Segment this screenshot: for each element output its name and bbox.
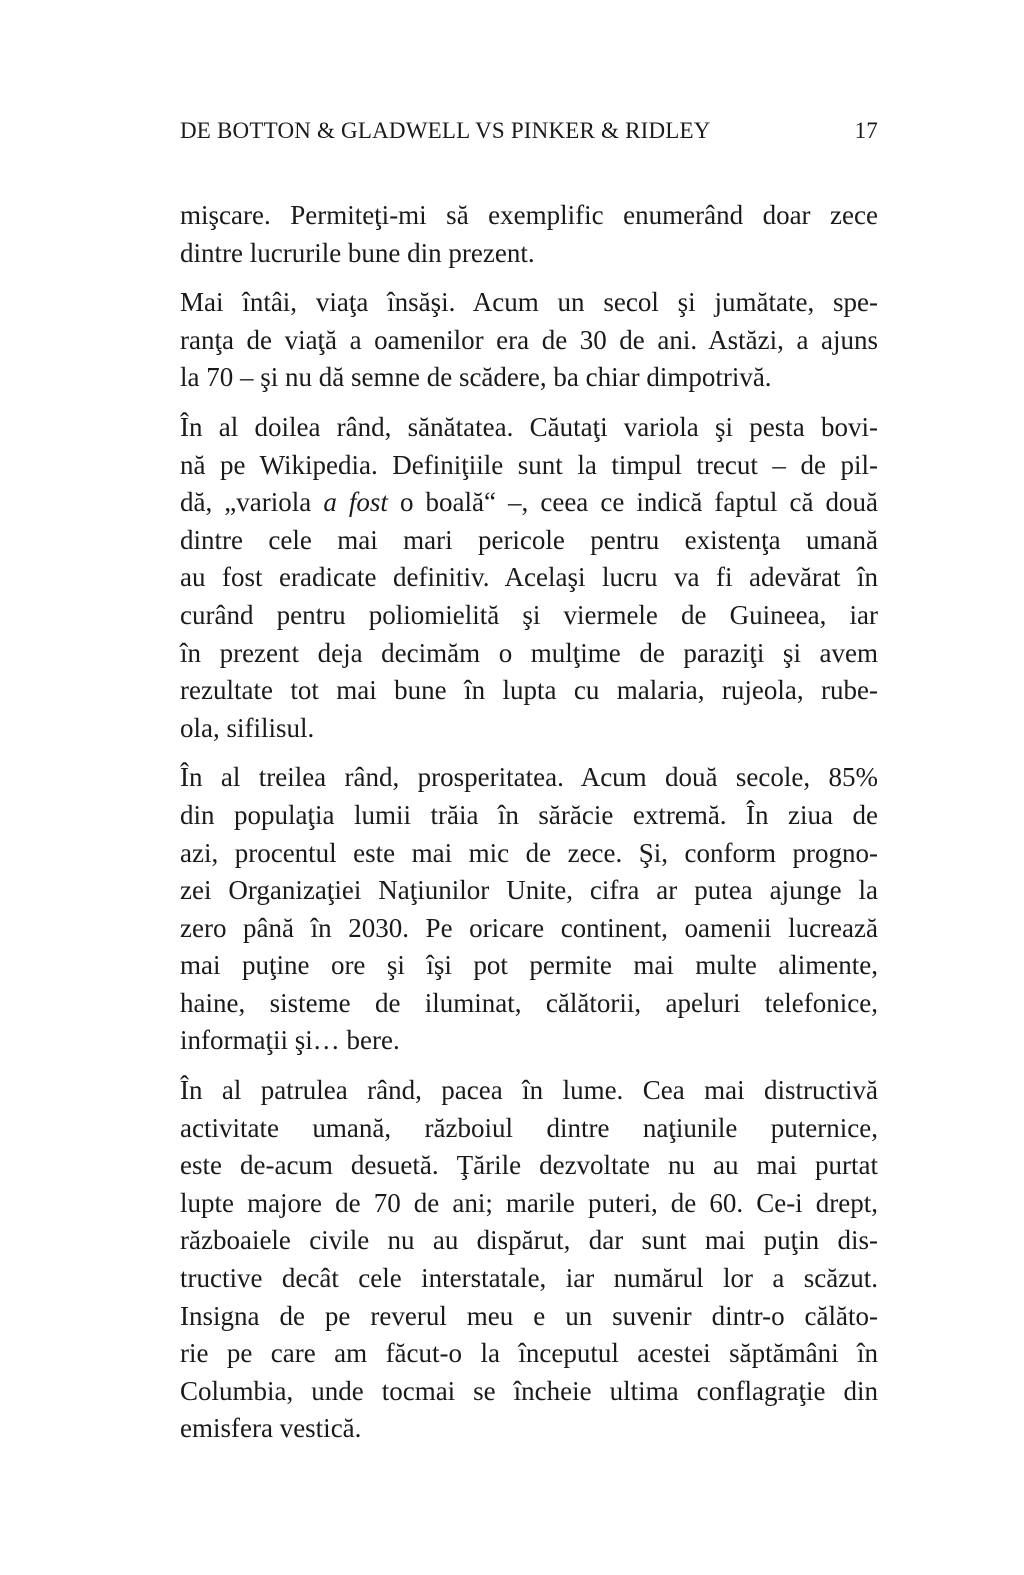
text-line: curând pentru poliomielită şi viermele de Guineea, iar xyxy=(180,599,878,630)
text-line: mai puţine ore şi îşi pot permite mai multe alimente, xyxy=(180,950,878,981)
text-line: zero până în 2030. Pe oricare continent, oamenii lucrează xyxy=(180,912,878,943)
text-line: emisfera vestică. xyxy=(180,1413,362,1444)
paragraph xyxy=(180,284,878,397)
running-title: DE BOTTON & GLADWELL VS PINKER & RIDLEY xyxy=(180,118,711,143)
text-line: lupte majore de 70 de ani; marile puteri, de 60. Ce-i drept, xyxy=(180,1187,878,1218)
running-head xyxy=(180,118,878,154)
text-line: azi, procentul este mai mic de zece. Şi, conform progno- xyxy=(180,837,878,868)
text-line: mişcare. Permiteţi-mi să exemplific enumerând doar zece xyxy=(180,200,878,230)
text-line: la 70 – şi nu dă semne de scădere, ba chiar dimpotrivă. xyxy=(180,362,772,393)
paragraph xyxy=(180,759,878,1060)
paragraph xyxy=(180,1072,878,1448)
text-line: în prezent deja decimăm o mulţime de paraziţi şi avem xyxy=(180,637,878,668)
text-line: este de-acum desuetă. Ţările dezvoltate nu au mai purtat xyxy=(180,1150,878,1181)
text-line: În al doilea rând, sănătatea. Căutaţi variola şi pesta bovi- xyxy=(180,411,878,442)
text-line: activitate umană, războiul dintre naţiunile puternice, xyxy=(180,1112,878,1143)
page-number: 17 xyxy=(854,118,878,143)
text-line: Mai întâi, viaţa însăşi. Acum un secol şi jumătate, spe- xyxy=(180,287,878,318)
paragraph xyxy=(180,409,878,747)
text-line: informaţii şi… bere. xyxy=(180,1025,400,1056)
text-line: dintre cele mai mari pericole pentru existenţa umană xyxy=(180,524,878,555)
text-line: rie pe care am făcut-o la începutul acestei săptămâni în xyxy=(180,1338,878,1369)
italic-text: a fost xyxy=(323,487,388,518)
text-line: din populaţia lumii trăia în sărăcie extremă. În ziua de xyxy=(180,799,878,830)
text-line: În al treilea rând, prosperitatea. Acum două secole, 85% xyxy=(180,762,878,793)
text-line: dintre lucrurile bune din prezent. xyxy=(180,237,535,268)
text-line: au fost eradicate definitiv. Acelaşi lucru va fi adevărat în xyxy=(180,562,878,593)
body-text xyxy=(180,197,878,1460)
text-line: nă pe Wikipedia. Definiţiile sunt la timpul trecut – de pil- xyxy=(180,449,878,480)
text-run: o boală“ –, ceea ce indică faptul că două xyxy=(387,487,878,518)
text-line: Columbia, unde tocmai se încheie ultima conflagraţie din xyxy=(180,1375,878,1406)
text-line: Insigna de pe reverul meu e un suvenir dintr-o călăto- xyxy=(180,1300,878,1331)
text-line: războaiele civile nu au dispărut, dar sunt mai puţin dis- xyxy=(180,1225,878,1256)
text-line: rezultate tot mai bune în lupta cu malaria, rujeola, rube- xyxy=(180,675,878,706)
text-line: ola, sifilisul. xyxy=(180,712,315,743)
paragraph xyxy=(180,197,878,272)
text-line xyxy=(180,484,878,522)
text-line: haine, sisteme de iluminat, călătorii, apeluri telefonice, xyxy=(180,987,878,1018)
text-line: tructive decât cele interstatale, iar numărul lor a scăzut. xyxy=(180,1263,878,1294)
text-run: dă, „variola xyxy=(180,487,324,518)
text-line: zei Organizaţiei Naţiunilor Unite, cifra ar putea ajunge la xyxy=(180,875,878,906)
text-line: În al patrulea rând, pacea în lume. Cea mai distructivă xyxy=(180,1075,878,1106)
text-line: ranţa de viaţă a oamenilor era de 30 de ani. Astăzi, a ajuns xyxy=(180,324,878,355)
